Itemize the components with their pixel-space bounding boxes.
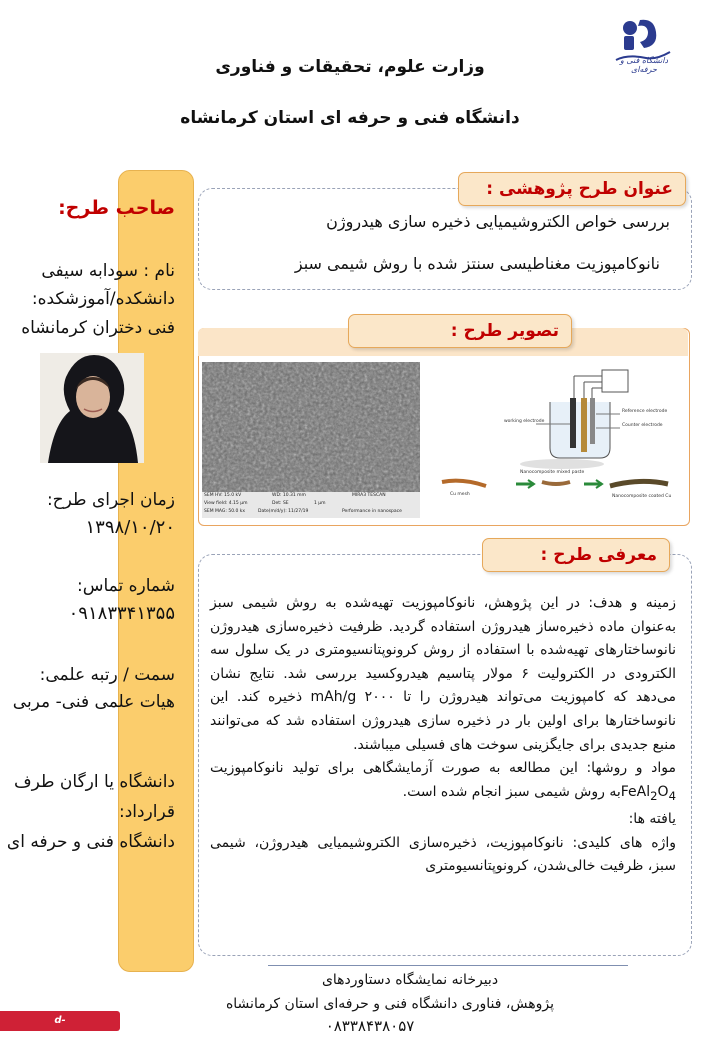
intro-background-paragraph: زمینه و هدف: در این پژوهش، نانوکامپوزیت تهیه‌شده به روش شیمی سبز به‌عنوان ماده ذخیره‌ساز هیدروژن استفاده گردید. ظرفیت ذخیره‌سازی هیدروژن نانوساختارهای تهیه‌شده با استفاده از روش کرونوپتانسیومتری در یک سلول سه الکترودی در الکترولیت ۶ مولار پتاسیم هیدروکسید بررسی شد. نتایج نشان می‌دهد که کامپوزیت می‌تواند هیدروژن را تا ۲۰۰۰ mAh/g ذخیره کند. این نانوساختارها برای اولین بار در ذخیره سازی هیدروژن استفاده شد که می‌توانند منبع جدیدی برای جایگزینی سوخت های فسیلی میباشند. <box>210 595 677 753</box>
phone-label: شماره تماس: <box>77 576 175 596</box>
footer-line-2: پژوهش، فناوری دانشگاه فنی و حرفه‌ای استان کرمانشاه <box>225 996 555 1012</box>
rank-label: سمت / رتبه علمی: <box>39 665 175 685</box>
project-title-line-1: بررسی خواص الکتروشیمیایی ذخیره سازی هیدروژن <box>326 212 670 231</box>
footer-divider <box>268 965 628 966</box>
formula-sub-2: 4 <box>668 788 676 803</box>
contract-org-label-2: قرارداد: <box>118 802 175 822</box>
label-step-a: Cu mesh <box>450 492 470 497</box>
author-name: نام : سودابه سیفی <box>41 261 175 281</box>
sem-mag: SEM MAG: 50.0 kx <box>204 509 246 514</box>
logo-caption: دانشگاه فنی و حرفه‌ای <box>619 56 669 74</box>
sem-hv: SEM HV: 15.0 kV <box>204 493 242 498</box>
footer-line-1: دبیرخانه نمایشگاه دستاوردهای <box>321 972 499 988</box>
formula-sub-1: 2 <box>650 788 658 803</box>
sem-micrograph <box>202 362 420 518</box>
sem-scale: 1 µm <box>314 501 326 506</box>
project-title-label: عنوان طرح پژوهشی : <box>458 172 686 206</box>
intro-findings: یافته ها: <box>628 811 676 828</box>
methods-text: مواد و روشها: این مطالعه به صورت آزمایشگاهی برای تولید نانوکامپوزیت <box>210 760 676 777</box>
sem-det: Det: SE <box>272 501 289 506</box>
footer-phone: ۰۸۳۳۸۴۳۸۰۵۷ <box>325 1017 415 1035</box>
intro-keywords: واژه های کلیدی: نانوکامپوزیت، ذخیره‌سازی الکتروشیمیایی هیدروژن، شیمی سبز، ظرفیت خالی‌شدن، کرونوپتانسیومتری <box>210 834 676 875</box>
label-working-electrode: working electrode <box>504 419 545 424</box>
label-paste: Nanocomposite mixed paste <box>520 470 585 475</box>
university-title: دانشگاه فنی و حرفه ای استان کرمانشاه <box>180 108 520 128</box>
rank-value: هیات علمی فنی- مربی <box>12 692 175 712</box>
time-value: ۱۳۹۸/۱۰/۲۰ <box>85 517 175 538</box>
contract-org-value: دانشگاه فنی و حرفه ای <box>6 832 175 852</box>
project-image-label: تصویر طرح : <box>348 314 572 348</box>
author-heading: صاحب طرح: <box>58 197 175 219</box>
label-counter-electrode: Counter electrode <box>622 423 663 428</box>
department-label: دانشکده/آموزشکده: <box>31 289 175 309</box>
website-link[interactable]: d-kermanshah.nus.ac.ir <box>0 1011 120 1031</box>
ministry-title: وزارت علوم، تحقیقات و فناوری <box>215 57 485 77</box>
sem-footer: Performance in nanospace <box>342 509 402 514</box>
time-label: زمان اجرای طرح: <box>46 490 175 510</box>
formula-fe: FeAl <box>620 783 651 800</box>
project-title-line-2: نانوکامپوزیت مغناطیسی سنتز شده با روش شیمی سبز <box>294 254 660 273</box>
methods-text-end: به روش شیمی سبز انجام شده است. <box>402 783 621 800</box>
university-logo <box>612 14 676 74</box>
chemical-formula <box>620 783 676 803</box>
sem-brand: MIRA3 TESCAN <box>352 493 386 498</box>
author-photo <box>40 353 144 463</box>
formula-o: O <box>657 783 669 800</box>
sem-view: View field: 4.15 µm <box>204 501 248 506</box>
label-step-b: Nanocomposite coated Cu <box>612 494 672 499</box>
label-reference-electrode: Reference electrode <box>622 409 668 414</box>
electrochemical-cell-diagram <box>424 362 686 518</box>
contract-org-label: دانشگاه یا ارگان طرف <box>13 772 175 792</box>
intro-methods-paragraph <box>210 757 676 808</box>
department-value: فنی دختران کرمانشاه <box>21 318 175 338</box>
sem-wd: WD: 10.31 mm <box>272 493 306 498</box>
phone-value: ۰۹۱۸۳۳۴۱۳۵۵ <box>68 603 175 624</box>
intro-text <box>210 592 676 879</box>
project-intro-label: معرفی طرح : <box>482 538 670 572</box>
sem-date: Date(m/d/y): 11/27/19 <box>258 509 309 514</box>
